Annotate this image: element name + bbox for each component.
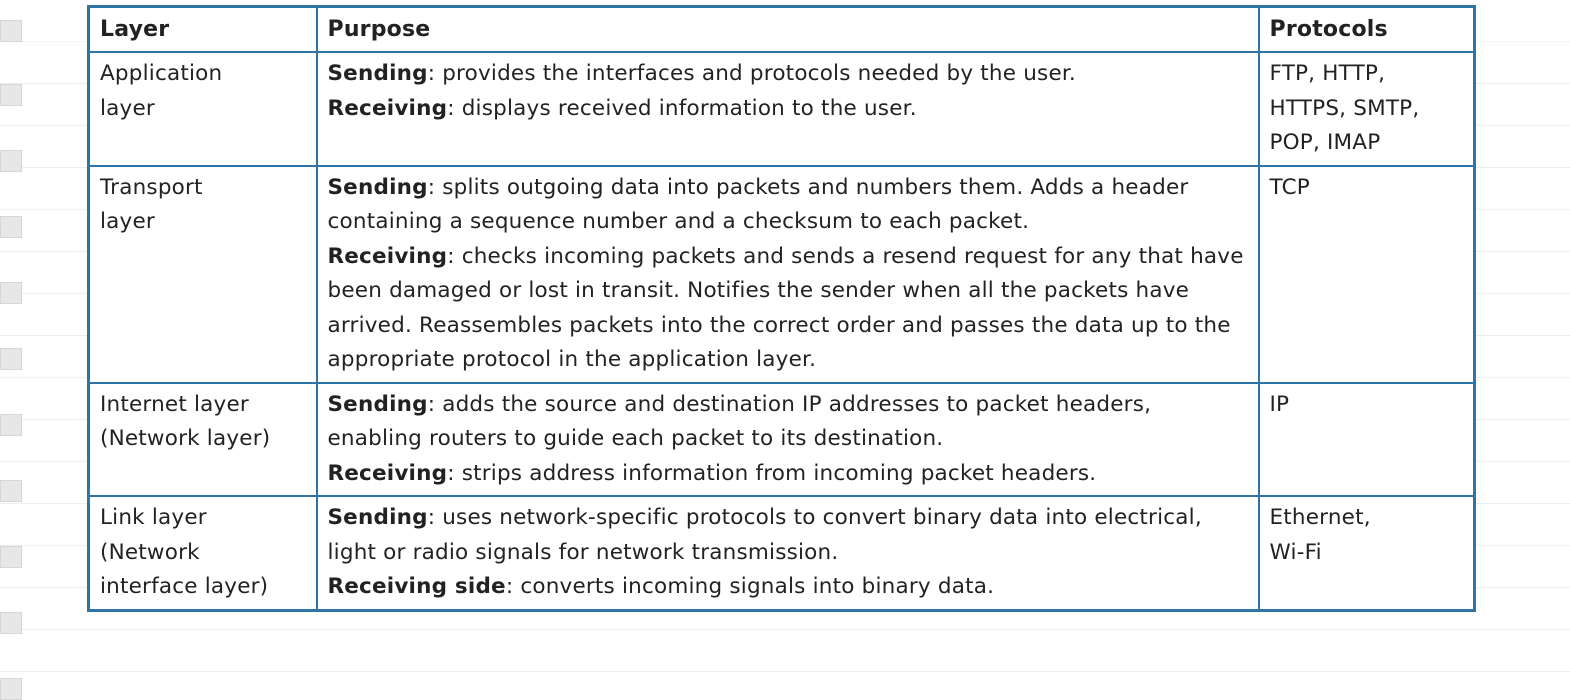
sending-description [328, 501, 1248, 570]
layer-name-line: layer [100, 209, 155, 234]
margin-square [0, 480, 22, 502]
purpose-cell [317, 52, 1259, 166]
receiving-text: : strips address information from incoming packet headers. [447, 460, 1097, 486]
receiving-label: Receiving [327, 95, 448, 121]
protocols-cell [1259, 383, 1475, 497]
receiving-text: : displays received information to the user. [447, 95, 917, 121]
layer-cell [89, 383, 317, 497]
margin-square [0, 678, 22, 700]
receiving-description [328, 570, 1248, 605]
sending-text: : uses network-specific protocols to convert binary data into electrical, light or radio signals for network transmission. [327, 505, 1202, 565]
sending-description [328, 171, 1248, 240]
sending-label: Sending [327, 505, 428, 530]
protocol-line: HTTPS, SMTP, [1269, 95, 1420, 121]
table-row [89, 496, 1475, 610]
receiving-label: Receiving [327, 243, 448, 269]
header-purpose: Purpose [317, 7, 1259, 53]
sending-text: : adds the source and destination IP addresses to packet headers, enabling routers to guide each packet to its destination. [327, 391, 1152, 451]
layer-name-line: Transport [100, 174, 203, 200]
margin-square [0, 20, 22, 42]
receiving-label: Receiving [327, 460, 448, 486]
table-row [89, 166, 1475, 383]
sending-text: : splits outgoing data into packets and numbers them. Adds a header containing a sequence number and a checksum to each packet. [327, 174, 1189, 234]
sending-description [328, 388, 1248, 457]
protocols-cell [1259, 496, 1475, 610]
layer-name-line: layer [100, 95, 155, 121]
purpose-cell [317, 166, 1259, 383]
receiving-description [328, 457, 1248, 492]
protocol-line: Wi-Fi [1269, 539, 1322, 565]
margin-square [0, 414, 22, 436]
protocol-line: TCP [1269, 174, 1310, 200]
sending-label: Sending [327, 391, 428, 417]
protocols-cell [1259, 166, 1475, 383]
layer-name-line: Application [100, 61, 223, 86]
layer-name-line: (Network layer) [100, 426, 271, 451]
purpose-cell [317, 496, 1259, 610]
margin-squares [0, 0, 24, 693]
table-row [89, 52, 1475, 166]
protocol-line: Ethernet, [1269, 505, 1371, 530]
margin-square [0, 216, 22, 238]
layer-cell [89, 496, 317, 610]
margin-square [0, 612, 22, 634]
sending-description [328, 57, 1248, 92]
sending-text: : provides the interfaces and protocols needed by the user. [427, 61, 1076, 86]
receiving-description [328, 92, 1248, 127]
sending-label: Sending [327, 61, 428, 86]
margin-square [0, 546, 22, 568]
network-layers-table [87, 5, 1476, 612]
layer-name-line: (Network [100, 539, 200, 565]
margin-square [0, 282, 22, 304]
protocol-line: FTP, HTTP, [1269, 61, 1386, 86]
table-row [89, 383, 1475, 497]
header-layer: Layer [89, 7, 317, 53]
protocol-line: IP [1269, 391, 1290, 417]
margin-square [0, 150, 22, 172]
layer-name-line: Internet layer [100, 391, 249, 417]
receiving-text: : checks incoming packets and sends a resend request for any that have been damaged or lost in transit. Notifies the sender when all the packets have arrived. Reassembles packets into the correct order and passes the data up to the appropriate protocol in the application layer. [327, 243, 1244, 372]
purpose-cell [317, 383, 1259, 497]
header-protocols: Protocols [1259, 7, 1475, 53]
table-header-row [89, 7, 1475, 53]
receiving-description [328, 240, 1248, 378]
receiving-text: : converts incoming signals into binary data. [505, 574, 995, 599]
layer-cell [89, 52, 317, 166]
protocol-line: POP, IMAP [1269, 130, 1381, 155]
protocols-cell [1259, 52, 1475, 166]
layer-cell [89, 166, 317, 383]
layer-name-line: Link layer [100, 505, 207, 530]
layer-name-line: interface layer) [100, 574, 269, 599]
receiving-label: Receiving side [327, 574, 506, 599]
sending-label: Sending [327, 174, 428, 200]
margin-square [0, 348, 22, 370]
margin-square [0, 84, 22, 106]
